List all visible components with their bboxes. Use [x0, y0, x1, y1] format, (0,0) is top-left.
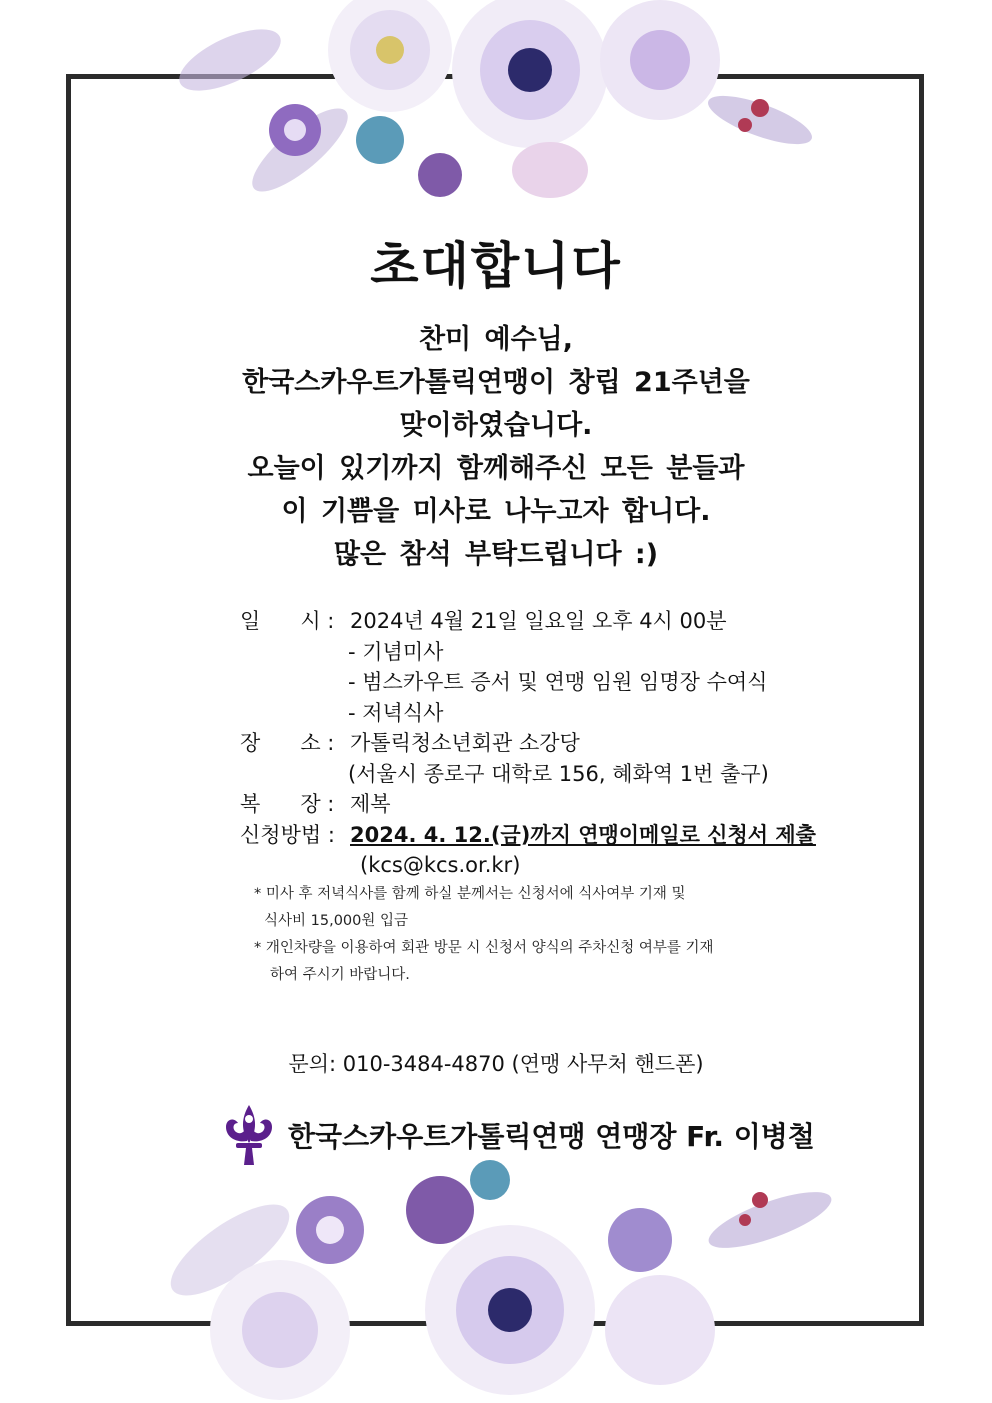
intro-line: 맞이하였습니다. [399, 410, 593, 441]
program-item: - 기념미사 [348, 639, 444, 664]
place-row [240, 728, 860, 759]
fleur-de-lis-emblem-icon [222, 1103, 276, 1167]
program-item: - 범스카우트 증서 및 연맹 임원 임명장 수여식 [348, 670, 768, 694]
apply-row [240, 820, 860, 851]
datetime-label: 일 시 : [240, 609, 335, 633]
datetime-row [240, 606, 860, 637]
signature-text: 한국스카우트가톨릭연맹 연맹장 Fr. 이병철 [288, 1120, 815, 1153]
intro-line: 많은 참석 부탁드립니다 :) [333, 539, 659, 570]
page-title: 초대합니다 [370, 237, 622, 295]
contact-info: 문의: 010-3484-4870 (연맹 사무처 핸드폰) [288, 1052, 704, 1076]
apply-email: (kcs@kcs.or.kr) [360, 853, 521, 877]
dress-label: 복 장 : [240, 792, 335, 816]
apply-label: 신청방법 : [240, 822, 335, 847]
apply-deadline: 2024. 4. 12.(금)까지 연맹이메일로 신청서 제출 [350, 822, 816, 847]
intro-line: 찬미 예수님, [418, 324, 574, 355]
invitation-message [0, 318, 992, 576]
note-line: * 개인차량을 이용하여 회관 방문 시 신청서 양식의 주차신청 여부를 기재 [254, 939, 714, 956]
note-line: * 미사 후 저녁식사를 함께 하실 분께서는 신청서에 식사여부 기재 및 [254, 885, 686, 902]
datetime-value: 2024년 4월 21일 일요일 오후 4시 00분 [350, 609, 727, 633]
dress-row [240, 789, 860, 820]
place-label: 장 소 : [240, 731, 335, 755]
dress-value: 제복 [350, 792, 391, 816]
program-item: - 저녁식사 [348, 700, 444, 725]
note-meal [240, 881, 860, 935]
intro-line: 한국스카우트가톨릭연맹이 창립 21주년을 [242, 367, 750, 398]
floral-decoration-top [170, 0, 820, 230]
place-value: 가톨릭청소년회관 소강당 [350, 731, 580, 755]
event-details [240, 606, 860, 989]
floral-decoration-bottom [160, 1140, 840, 1403]
signature-block [222, 1100, 842, 1170]
intro-line: 오늘이 있기까지 함께해주신 모든 분들과 [247, 453, 745, 484]
note-parking [240, 935, 860, 989]
intro-line: 이 기쁨을 미사로 나누고자 합니다. [281, 496, 711, 527]
note-line: 식사비 15,000원 입금 [264, 912, 408, 929]
place-address: (서울시 종로구 대학로 156, 혜화역 1번 출구) [348, 761, 769, 786]
note-line: 하여 주시기 바랍니다. [270, 966, 410, 983]
